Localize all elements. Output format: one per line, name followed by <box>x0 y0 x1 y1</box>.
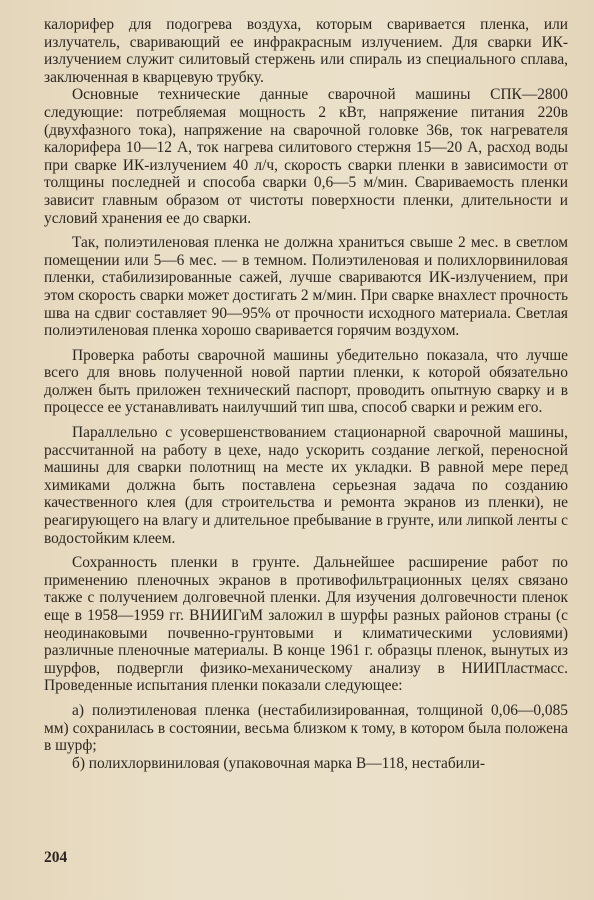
page-number: 204 <box>44 849 68 866</box>
list-item-polyethylene: а) полиэтиленовая пленка (нестабилизированная, толщиной 0,06—0,085 мм) сохранилась в состоянии, весьма близком к тому, в котором была положена в шурф; <box>44 701 568 755</box>
body-text <box>44 16 568 772</box>
paragraph-film-durability: Сохранность пленки в грунте. Дальнейшее расширение работ по применению пленочных экранов в противофильтрационных целях связано также с получением долговечной пленки. Для изучения долговечности пленок еще в 1958—1959 гг. ВНИИГиМ заложил в шурфы разных районов страны (с неодинаковыми почвенно-грунтовыми и климатическими условиями) различные пленочные материалы. В конце 1961 г. образцы пленок, вынутых из шурфов, подвергли физико-механическому анализу в НИИПластмасс. Проведенные испытания пленки показали следующее: <box>44 554 568 695</box>
paragraph-machine-specs: Основные технические данные сварочной машины СПК—2800 следующие: потребляемая мощность 2 кВт, напряжение питания 220в (двухфазного тока), напряжение на сварочной головке 36в, ток нагревателя калорифера 10—12 А, ток нагрева силитового стержня 15—20 А, расход воды при сварке ИК-излучением 40 л/ч, скорость сварки пленки в зависимости от толщины последней и способа сварки 0,6—5 м/мин. Свариваемость пленки зависит главным образом от чистоты поверхности пленки, длительности и условий хранения ее до сварки. <box>44 86 568 227</box>
list-item-pvc: б) полихлорвиниловая (упаковочная марка В—118, нестабили- <box>72 754 485 772</box>
paragraph-machine-testing: Проверка работы сварочной машины убедительно показала, что лучше всего для вновь полученной новой партии пленки, к которой обязательно должен быть приложен технический паспорт, проводить опытную сварку и в процессе ее устанавливать наилучший тип шва, способ сварки и режим его. <box>44 346 568 417</box>
paragraph-film-storage: Так, полиэтиленовая пленка не должна храниться свыше 2 мес. в светлом помещении или 5—6 мес. — в темном. Полиэтиленовая и полихлорвиниловая пленки, стабилизированные сажей, лучше свариваются ИК-излучением, при этом скорость сварки может достигать 2 м/мин. При сварке внахлест прочность шва на сдвиг составляет 90—95% от прочности исходного материала. Светлая полиэтиленовая пленка хорошо сваривается горячим воздухом. <box>44 234 568 340</box>
paragraph-portable-machine: Параллельно с усовершенствованием стационарной сварочной машины, рассчитанной на работу в цехе, надо ускорить создание легкой, переносной машины для сварки полотнищ на месте их укладки. В равной мере перед химиками должна быть поставлена серьезная задача по созданию качественного клея (для строительства и ремонта экранов из пленки), не реагирующего на влагу и длительное пребывание в грунте, или липкой ленты с водостойким клеем. <box>44 424 568 547</box>
paragraph-heater-description: калорифер для подогрева воздуха, которым сваривается пленка, или излучатель, сваривающий ее инфракрасным излучением. Для сварки ИК-излучением служит силитовый стержень или спираль из специального сплава, заключенная в кварцевую трубку. <box>44 16 568 86</box>
